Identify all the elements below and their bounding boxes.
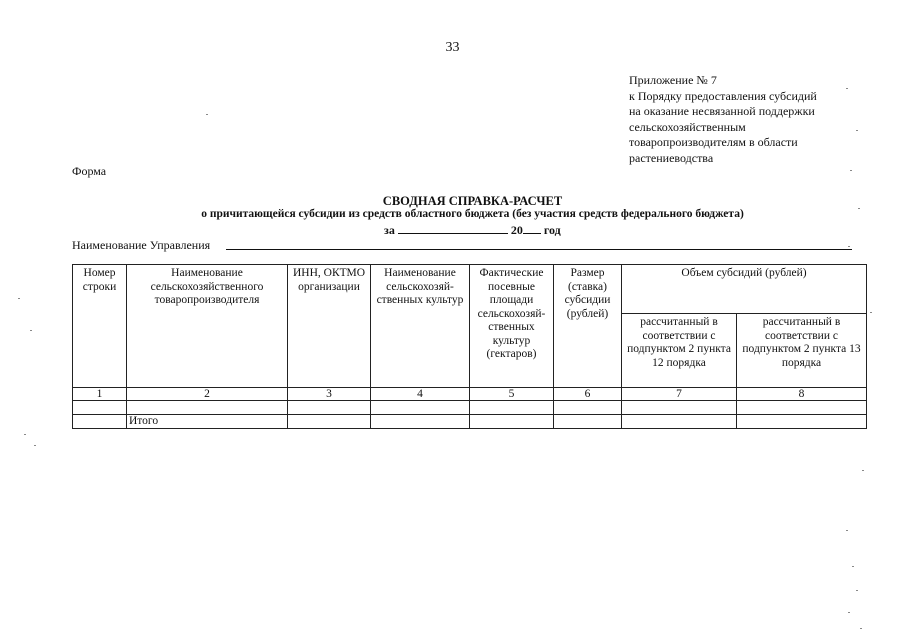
table-cell — [622, 415, 737, 429]
column-number: 2 — [127, 388, 288, 401]
document-title: СВОДНАЯ СПРАВКА-РАСЧЕТ — [382, 194, 563, 208]
scan-speck — [862, 470, 864, 471]
column-number: 1 — [73, 388, 127, 401]
appendix-line: растениеводства — [629, 150, 714, 165]
table-cell — [288, 415, 371, 429]
appendix-line: Приложение № 7 — [629, 73, 717, 87]
form-label: Форма — [72, 164, 107, 178]
header-row-number: Номер строки — [73, 265, 127, 388]
page-number: 33 — [445, 40, 460, 55]
scan-speck — [870, 312, 872, 313]
table-cell — [73, 401, 127, 415]
scan-speck — [850, 170, 852, 171]
scan-speck — [30, 330, 32, 331]
table-cell — [554, 415, 622, 429]
column-number-row — [73, 388, 867, 401]
table-cell — [737, 401, 867, 415]
column-number: 8 — [737, 388, 867, 401]
header-row — [73, 265, 867, 314]
column-number: 4 — [371, 388, 470, 401]
scan-speck — [858, 208, 860, 209]
table-cell — [371, 401, 470, 415]
table-cell — [371, 415, 470, 429]
header-crop-name: Наименование сельскохозяй-ственных культур — [371, 265, 470, 388]
table-cell — [470, 401, 554, 415]
header-rate: Размер (ставка) субсидии (рублей) — [554, 265, 622, 388]
total-row — [73, 415, 867, 429]
appendix-line: к Порядку предоставления субсидий — [629, 88, 817, 103]
scan-speck — [206, 114, 208, 115]
header-producer-name: Наименование сельскохозяйственного товаропроизводителя — [127, 265, 288, 388]
header-actual-area: Фактические посевные площади сельскохозяй-ственных культур (гектаров) — [470, 265, 554, 388]
scan-speck — [846, 530, 848, 531]
scan-speck — [24, 434, 26, 435]
reporting-period — [384, 222, 561, 238]
table-cell — [73, 415, 127, 429]
calculation-table — [72, 264, 867, 429]
header-calc-point-12: рассчитанный в соответствии с подпунктом 2 пункта 12 порядка — [622, 314, 737, 388]
table-row — [73, 401, 867, 415]
period-prefix: за — [384, 223, 395, 237]
table-cell — [737, 415, 867, 429]
scan-speck — [18, 298, 20, 299]
appendix-line: на оказание несвязанной поддержки — [629, 104, 815, 118]
scan-speck — [852, 566, 854, 567]
period-blank — [398, 222, 508, 234]
scan-speck — [846, 88, 848, 89]
header-subsidy-volume: Объем субсидий (рублей) — [622, 265, 867, 314]
column-number: 6 — [554, 388, 622, 401]
header-calc-point-13: рассчитанный в соответствии с подпунктом 2 пункта 13 порядка — [737, 314, 867, 388]
appendix-line: сельскохозяйственным — [629, 119, 746, 134]
table-cell — [288, 401, 371, 415]
total-label: Итого — [127, 415, 288, 429]
column-number: 3 — [288, 388, 371, 401]
column-number: 5 — [470, 388, 554, 401]
year-blank — [523, 222, 541, 234]
period-suffix: год — [543, 223, 561, 237]
scan-speck — [856, 130, 858, 131]
year-prefix: 20 — [510, 223, 523, 237]
scan-speck — [856, 590, 858, 591]
scan-speck — [848, 612, 850, 613]
management-label: Наименование Управления — [72, 238, 211, 252]
scan-speck — [860, 628, 862, 629]
scan-speck — [34, 445, 36, 446]
table-cell — [554, 401, 622, 415]
scan-speck — [848, 246, 850, 247]
management-fill-line — [226, 249, 852, 250]
appendix-note — [629, 73, 869, 166]
table-cell — [622, 401, 737, 415]
column-number: 7 — [622, 388, 737, 401]
document-subtitle: о причитающейся субсидии из средств областного бюджета (без участия средств федерального бюджета) — [201, 208, 744, 220]
appendix-line: товаропроизводителям в области — [629, 135, 798, 149]
table-cell — [470, 415, 554, 429]
table-cell — [127, 401, 288, 415]
header-inn-oktmo: ИНН, ОКТМО организации — [288, 265, 371, 388]
